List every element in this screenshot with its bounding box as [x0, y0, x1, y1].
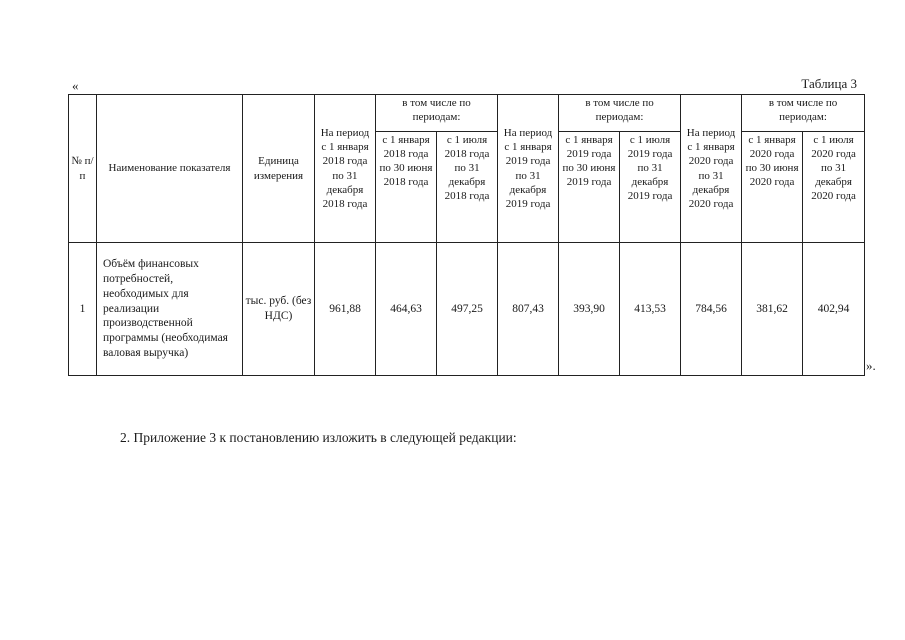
- header-indicator-name: Наименование показателя: [97, 95, 243, 243]
- financial-needs-table: [68, 94, 865, 376]
- header-incl-2018: в том числе по периодам:: [376, 95, 498, 132]
- cell-total-2018: 961,88: [315, 243, 376, 376]
- cell-h2-2020: 402,94: [803, 243, 865, 376]
- header-h1-2018: с 1 января 2018 года по 30 июня 2018 года: [376, 132, 437, 243]
- header-incl-2020: в том числе по периодам:: [742, 95, 865, 132]
- cell-h1-2019: 393,90: [559, 243, 620, 376]
- table-row: [69, 243, 865, 376]
- header-period-2019: На период с 1 января 2019 года по 31 декабря 2019 года: [498, 95, 559, 243]
- header-num: № п/п: [69, 95, 97, 243]
- table-header-row: [69, 95, 865, 132]
- header-h1-2019: с 1 января 2019 года по 30 июня 2019 года: [559, 132, 620, 243]
- cell-total-2019: 807,43: [498, 243, 559, 376]
- header-h2-2019: с 1 июля 2019 года по 31 декабря 2019 года: [620, 132, 681, 243]
- cell-indicator-name: Объём финансовых потребностей, необходимых для реализации производственной программы (необходимая валовая выручка): [97, 243, 243, 376]
- cell-h2-2018: 497,25: [437, 243, 498, 376]
- header-period-2020: На период с 1 января 2020 года по 31 декабря 2020 года: [681, 95, 742, 243]
- cell-h2-2019: 413,53: [620, 243, 681, 376]
- cell-h1-2020: 381,62: [742, 243, 803, 376]
- header-period-2018: На период с 1 января 2018 года по 31 декабря 2018 года: [315, 95, 376, 243]
- header-h1-2020: с 1 января 2020 года по 30 июня 2020 года: [742, 132, 803, 243]
- header-h2-2020: с 1 июля 2020 года по 31 декабря 2020 года: [803, 132, 865, 243]
- body-paragraph: 2. Приложение 3 к постановлению изложить в следующей редакции:: [120, 430, 517, 445]
- closing-quote: ».: [866, 358, 876, 373]
- header-incl-2019: в том числе по периодам:: [559, 95, 681, 132]
- cell-total-2020: 784,56: [681, 243, 742, 376]
- table-caption: Таблица 3: [801, 76, 857, 91]
- header-unit: Единица измерения: [243, 95, 315, 243]
- header-h2-2018: с 1 июля 2018 года по 31 декабря 2018 года: [437, 132, 498, 243]
- opening-quote: «: [72, 78, 79, 93]
- cell-h1-2018: 464,63: [376, 243, 437, 376]
- cell-unit: тыс. руб. (без НДС): [243, 243, 315, 376]
- cell-num: 1: [69, 243, 97, 376]
